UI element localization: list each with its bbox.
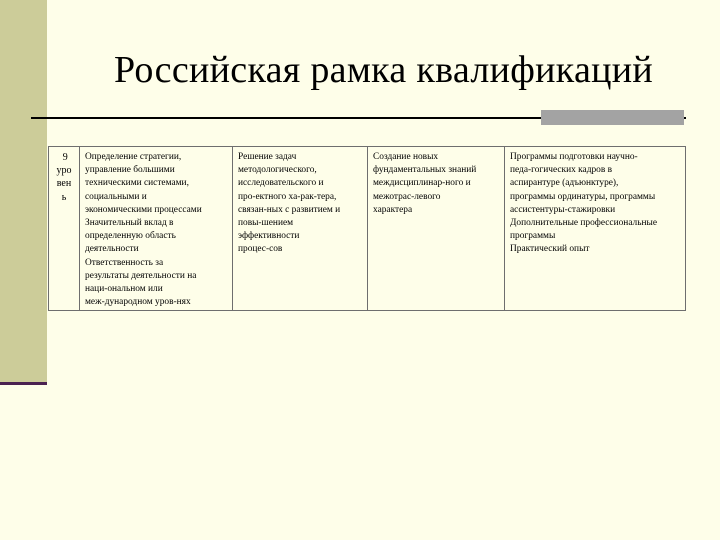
cell-line: наци-ональном или — [85, 284, 163, 295]
cell-line: управление большими — [85, 165, 175, 176]
cell-line: программы — [510, 231, 556, 242]
cell-line: Решение задач — [238, 152, 297, 162]
cell-line: Практический опыт — [510, 244, 590, 255]
cell-line: Создание новых — [373, 152, 439, 162]
cell-line: Ответственность за — [85, 257, 164, 268]
cell-line: фундаментальных знаний — [373, 165, 477, 176]
cell-line: про-ектного ха-рак-тера, — [238, 191, 337, 202]
qualification-table — [48, 146, 686, 311]
cell-line: исследовательского и — [238, 178, 324, 189]
competence-cell — [80, 147, 233, 311]
skills-cell — [233, 147, 368, 311]
cell-line: социальными и — [85, 191, 147, 202]
cell-line: деятельности — [85, 244, 139, 255]
cell-line: Программы подготовки научно- — [510, 152, 638, 162]
cell-line: Дополнительные профессиональные — [510, 218, 657, 229]
left-accent-underline — [0, 382, 47, 385]
cell-line: эффективности — [238, 231, 300, 242]
cell-line: программы ординатуры, программы — [510, 191, 656, 202]
cell-line: определенную область — [85, 231, 176, 242]
cell-line: характера — [373, 204, 413, 215]
left-accent-band — [0, 0, 47, 382]
cell-line: повы-шением — [238, 218, 294, 229]
cell-line: методологического, — [238, 165, 317, 176]
cell-line: аспирантуре (адъюнктуре), — [510, 178, 619, 189]
cell-line: Значительный вклад в — [85, 218, 174, 229]
cell-line: педа-гогических кадров в — [510, 165, 613, 176]
education-paths-cell — [505, 147, 686, 311]
cell-line: ассистентуры-стажировки — [510, 204, 616, 215]
cell-line: междисциплинар-ного и — [373, 178, 471, 189]
cell-line: связан-ных с развитием и — [238, 204, 341, 215]
cell-line: процес-сов — [238, 244, 283, 255]
cell-line: техническими системами, — [85, 178, 189, 189]
title-divider-block — [541, 110, 684, 125]
cell-line: Определение стратегии, — [85, 152, 182, 162]
slide-title: Российская рамка квалификаций — [113, 49, 654, 91]
cell-line: результаты деятельности на — [85, 270, 197, 281]
level-cell: 9 уро вен ь — [49, 147, 80, 311]
cell-line: экономическими процессами — [85, 204, 202, 215]
table-row — [49, 147, 686, 311]
knowledge-cell — [368, 147, 505, 311]
cell-line: меж-дународном уров-нях — [85, 297, 191, 308]
cell-line: межотрас-левого — [373, 191, 441, 202]
